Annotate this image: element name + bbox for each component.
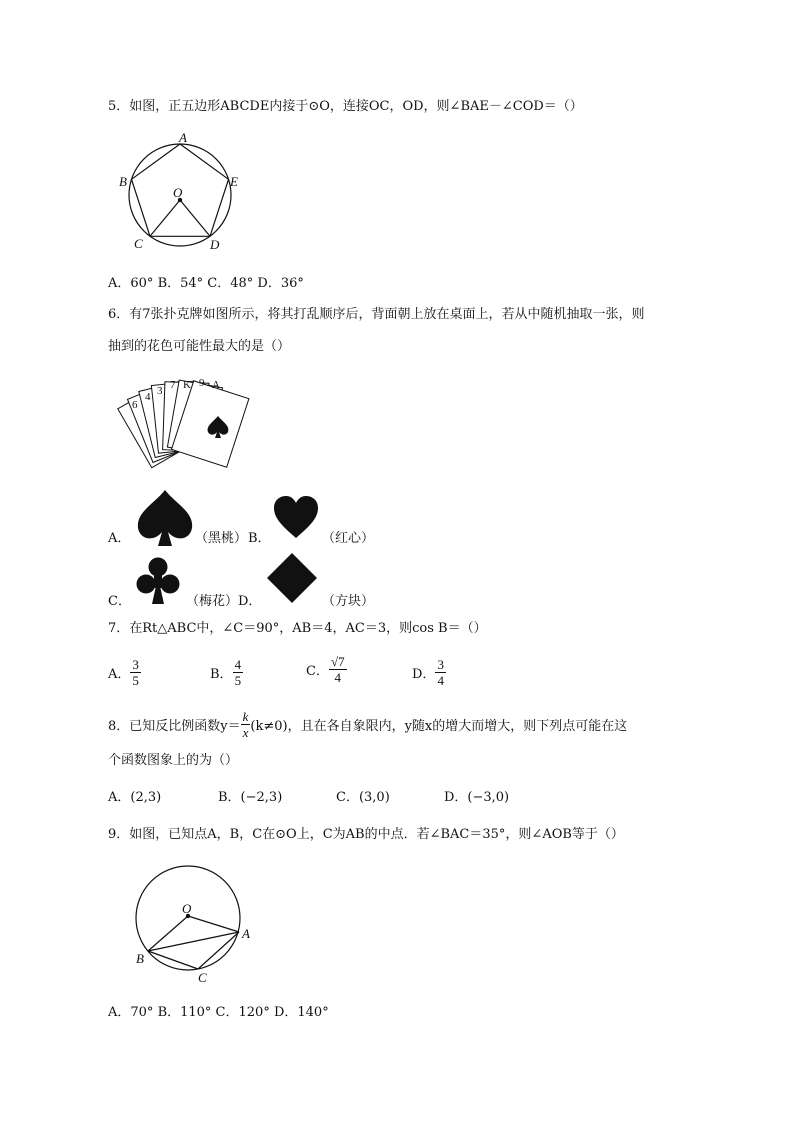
q7-option-d — [412, 657, 446, 688]
q8-stem-pre: 8．已知反比例函数y＝ — [108, 719, 241, 734]
q5-label-a: A — [179, 130, 187, 145]
q6-option-a-letter: A． — [108, 531, 131, 546]
q6-cards-figure — [126, 372, 266, 477]
q6-option-d-letter: D． — [238, 594, 262, 609]
q9-segment-oa — [188, 916, 239, 932]
q8-function-fraction — [241, 709, 251, 740]
q7-option-c-label: C． — [306, 664, 329, 679]
q5-segment-od — [180, 200, 210, 236]
q5-label-o: O — [173, 185, 183, 200]
q7-option-d-label: D． — [412, 667, 436, 682]
q7-option-c-denominator: 4 — [334, 670, 342, 685]
q7-option-c-fraction — [329, 654, 347, 685]
q6-card-label-2: 4 — [145, 391, 151, 403]
q7-option-b — [210, 657, 243, 688]
q6-option-a-text: （黑桃） — [195, 531, 248, 546]
q9-stem: 9．如图，已知点A，B，C在⊙O上，C为AB的中点．若∠BAC＝35°，则∠AOB等于（） — [108, 827, 624, 842]
heart-icon — [272, 494, 320, 540]
q8-option-d: D．(−3,0) — [444, 790, 510, 805]
q8-stem-line1 — [108, 709, 627, 740]
q8-fraction-numerator: k — [242, 709, 249, 724]
q5-stem: 5．如图，正五边形ABCDE内接于⊙O，连接OC，OD，则∠BAE－∠COD＝（） — [108, 99, 583, 114]
q6-option-c-letter: C． — [108, 594, 131, 609]
q5-label-b: B — [119, 174, 127, 189]
q7-option-a-label: A． — [108, 667, 131, 682]
q6-option-b-text: （红心） — [322, 531, 375, 546]
q7-option-b-fraction — [233, 657, 244, 688]
club-icon — [134, 556, 182, 606]
q5-options: A．60° B．54° C．48° D．36° — [108, 276, 304, 291]
q9-segment-ab — [148, 932, 239, 951]
q7-option-a-numerator: 3 — [132, 657, 139, 672]
q7-option-b-denominator: 5 — [234, 673, 242, 688]
q5-label-d: D — [210, 237, 220, 252]
spade-icon — [134, 488, 196, 550]
q7-option-d-numerator: 3 — [437, 657, 444, 672]
q6-card-label-4: 7 — [170, 379, 176, 391]
q7-option-d-denominator: 4 — [437, 673, 444, 688]
q7-option-c — [306, 654, 347, 685]
q8-fraction-denominator: x — [242, 725, 249, 740]
q9-circle-figure — [128, 858, 260, 986]
q9-label-c: C — [198, 970, 207, 985]
q9-segment-ca — [198, 932, 239, 969]
q6-card-label-7: A — [212, 379, 220, 391]
q8-option-b: B．(−2,3) — [218, 790, 283, 805]
q5-segment-oc — [150, 200, 180, 236]
q6-card-label-5: K — [183, 379, 191, 391]
q5-label-e: E — [230, 174, 238, 189]
q6-option-b-letter: B． — [248, 531, 271, 546]
q5-label-c: C — [134, 236, 143, 251]
diamond-icon — [266, 552, 318, 604]
q6-option-d-text: （方块） — [322, 594, 375, 609]
q7-option-a-fraction — [130, 657, 141, 688]
q8-option-c: C．(3,0) — [336, 790, 390, 805]
q6-card-label-6: 9 — [199, 377, 205, 389]
q6-card-label-3: 3 — [157, 385, 163, 397]
q6-option-c-text: （梅花） — [186, 594, 239, 609]
q9-options: A．70° B．110° C．120° D．140° — [108, 1005, 329, 1020]
q9-segment-bc — [148, 951, 198, 969]
q8-option-a: A．(2,3) — [108, 790, 162, 805]
q6-stem-line1: 6．有7张扑克牌如图所示，将其打乱顺序后，背面朝上放在桌面上，若从中随机抽取一张，则 — [108, 307, 645, 322]
q9-segment-ob — [148, 916, 188, 951]
q8-stem-line2: 个函数图象上的为（） — [108, 753, 239, 768]
q7-option-b-numerator: 4 — [234, 657, 242, 672]
q7-option-c-numerator: √7 — [330, 654, 345, 669]
q7-option-a — [108, 657, 141, 688]
q7-stem: 7．在Rt△ABC中，∠C＝90°，AB＝4，AC＝3，则cos B＝（） — [108, 621, 487, 636]
q9-label-a: A — [242, 926, 250, 941]
q8-stem-post: (k≠0)，且在各自象限内，y随x的增大而增大，则下列点可能在这 — [250, 719, 628, 734]
q7-option-b-label: B． — [210, 667, 233, 682]
q7-option-a-denominator: 5 — [132, 673, 139, 688]
q5-pentagon-figure — [110, 130, 250, 260]
q9-label-b: B — [136, 951, 144, 966]
q6-card-label-1: 6 — [132, 399, 138, 411]
q7-option-d-fraction — [435, 657, 446, 688]
q9-label-o: O — [182, 901, 192, 916]
q6-stem-line2: 抽到的花色可能性最大的是（） — [108, 339, 291, 354]
